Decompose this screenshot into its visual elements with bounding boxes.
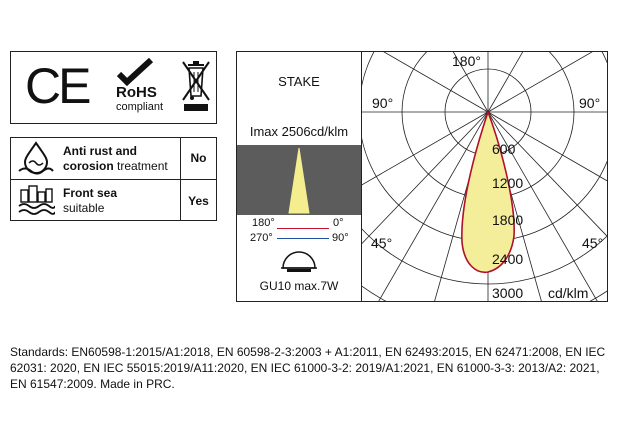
ce-mark: CE xyxy=(25,58,89,114)
lamp-label: GU10 max.7W xyxy=(259,279,339,293)
feature-table xyxy=(10,137,217,221)
polar-label-left: 90° xyxy=(372,95,394,111)
feature-subtitle-bold: corosion xyxy=(63,159,114,173)
polar-label-low-left: 45° xyxy=(371,235,393,251)
rohs-label: RoHS xyxy=(116,84,157,101)
imax-label: Imax 2506cd/klm xyxy=(249,124,349,139)
feature-subtitle: suitable xyxy=(63,201,105,215)
certification-box xyxy=(10,51,217,124)
scale-unit: cd/klm xyxy=(548,285,589,301)
scale-label: 3000 xyxy=(492,285,524,301)
c0-plane-line xyxy=(277,228,329,229)
intensity-curve xyxy=(462,112,514,272)
anti-rust-icon xyxy=(17,141,55,175)
crossed-bin-icon xyxy=(181,58,211,116)
angle-label-90: 90° xyxy=(332,232,349,244)
feature-subtitle xyxy=(63,159,168,173)
polar-label-low-right: 45° xyxy=(582,235,604,251)
feature-subtitle-rest: treatment xyxy=(113,159,168,173)
polar-label-right: 90° xyxy=(579,95,601,111)
rohs-compliant-label: compliant xyxy=(116,101,164,113)
scale-label: 1800 xyxy=(492,212,524,228)
polar-label-top: 180° xyxy=(452,53,481,69)
scale-label: 600 xyxy=(492,141,516,157)
table-divider xyxy=(11,179,216,180)
angle-label-0: 0° xyxy=(333,217,344,229)
feature-value: Yes xyxy=(188,194,209,208)
beam-cone-icon xyxy=(237,145,361,215)
gu10-lamp-icon xyxy=(279,246,319,274)
rohs-check-icon xyxy=(117,58,153,86)
polar-diagram xyxy=(362,52,607,301)
beam-illustration xyxy=(237,145,361,215)
feature-value: No xyxy=(190,151,207,165)
c90-plane-line xyxy=(277,238,329,239)
feature-title: Front sea xyxy=(63,186,118,200)
standards-text: Standards: EN60598-1:2015/A1:2018, EN 60598-2-3:2003 + A1:2011, EN 62493:2015, EN 62471:2008, EN IEC 62031: 2020, EN IEC 55015:2019/A11:2020, EN IEC 61000-3-2: 2019/A1:2021, EN 61000-3-3: 2013/A2: 2021, EN 61547:2009. Made in PRC. xyxy=(10,345,606,391)
sea-front-icon xyxy=(17,184,55,216)
angle-label-270: 270° xyxy=(250,232,273,244)
feature-title: Anti rust and xyxy=(63,144,137,158)
product-name: STAKE xyxy=(278,74,320,89)
scale-label: 1200 xyxy=(492,175,524,191)
angle-label-180: 180° xyxy=(252,217,275,229)
scale-label: 2400 xyxy=(492,251,524,267)
